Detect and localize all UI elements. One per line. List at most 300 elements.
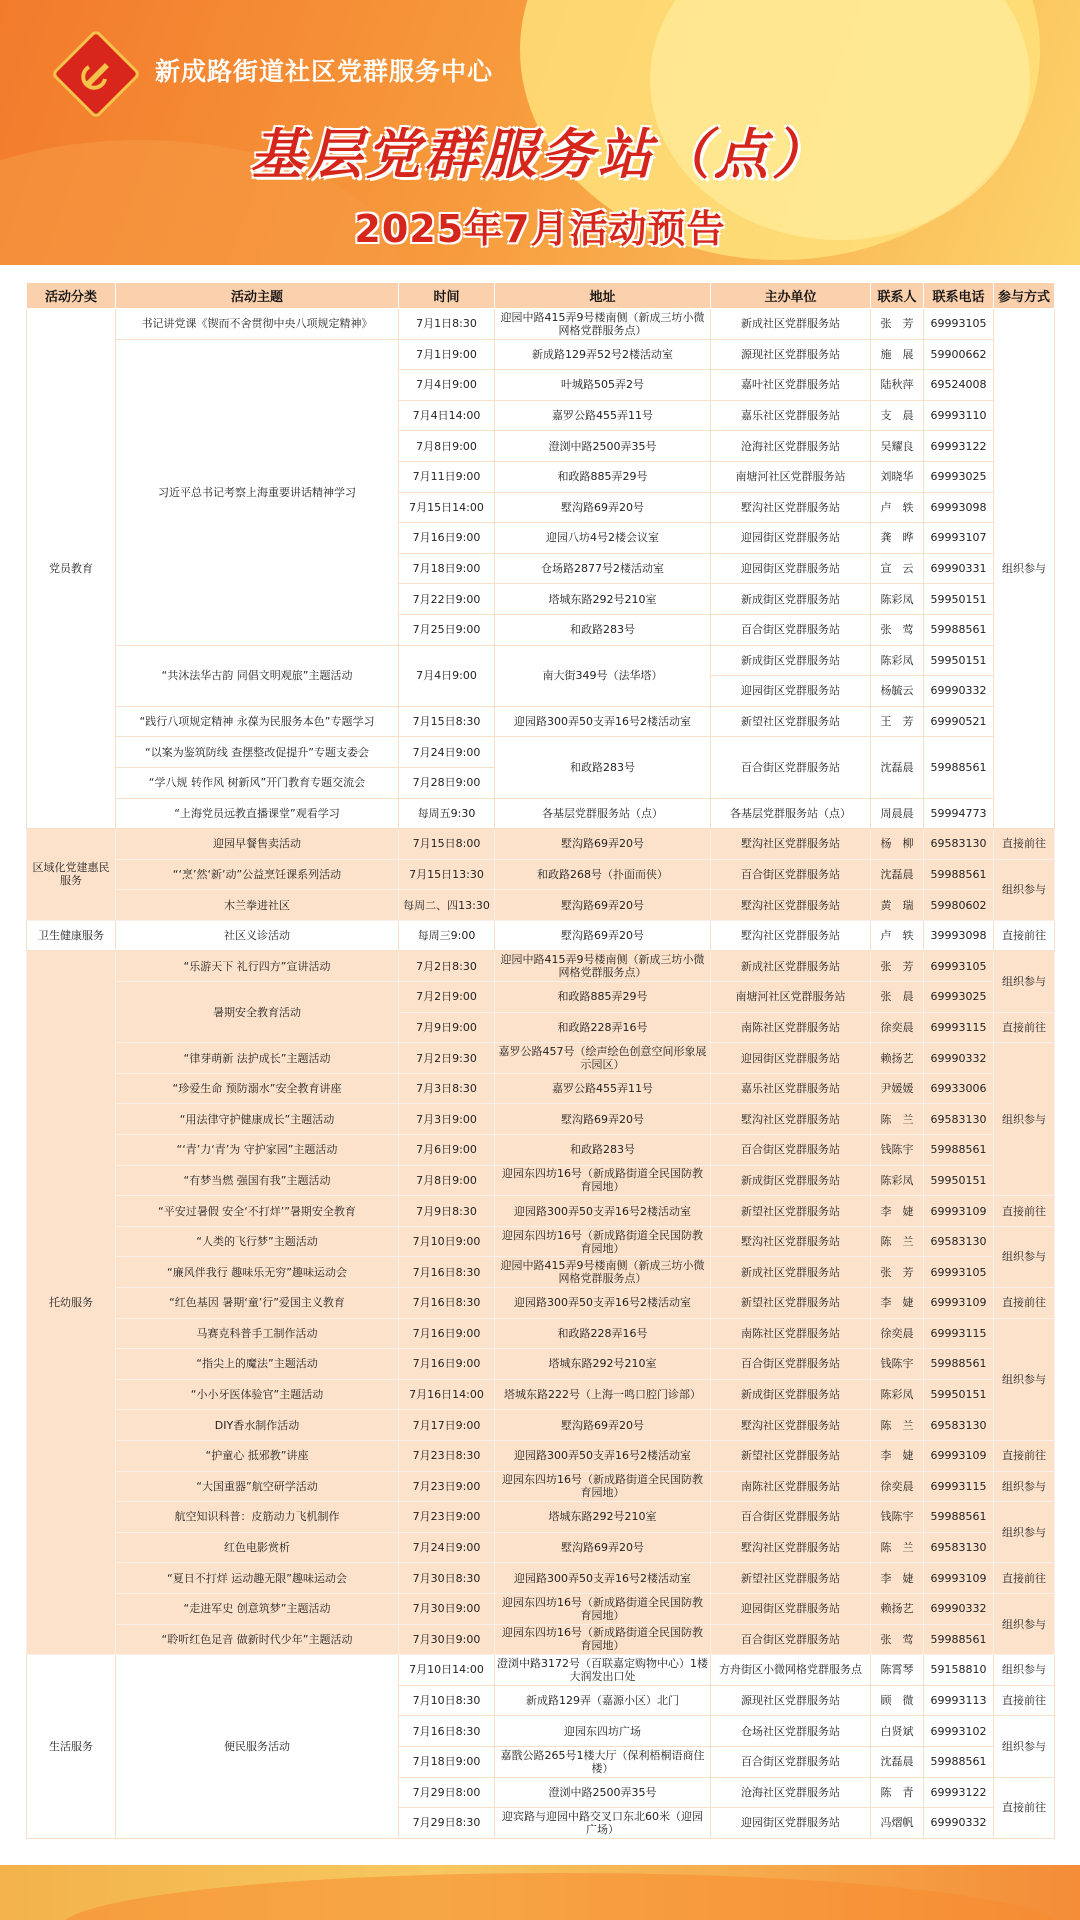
time-cell: 7月1日8:30	[399, 309, 495, 340]
time-cell: 7月3日9:00	[399, 1104, 495, 1135]
phone-cell: 69990332	[924, 676, 994, 707]
contact-cell: 陈彩凤	[871, 1165, 924, 1196]
address-cell: 和政路283号	[495, 1135, 711, 1166]
address-cell: 墅沟路69弄20号	[495, 492, 711, 523]
contact-cell: 钱陈宇	[871, 1135, 924, 1166]
theme-cell: “指尖上的魔法”主题活动	[116, 1349, 399, 1380]
time-cell: 7月10日8:30	[399, 1685, 495, 1716]
address-cell: 墅沟路69弄20号	[495, 1104, 711, 1135]
contact-cell: 陈 兰	[871, 1532, 924, 1563]
address-cell: 墅沟路69弄20号	[495, 1410, 711, 1441]
contact-cell: 钱陈宇	[871, 1349, 924, 1380]
time-cell: 7月6日9:00	[399, 1135, 495, 1166]
contact-cell: 张 莺	[871, 1624, 924, 1655]
table-row	[27, 829, 1055, 860]
address-cell: 和政路228弄16号	[495, 1012, 711, 1043]
phone-cell: 39993098	[924, 920, 994, 951]
organizer-cell: 墅沟社区党群服务站	[711, 829, 871, 860]
method-cell: 组织参与	[994, 309, 1055, 829]
phone-cell: 59988561	[924, 614, 994, 645]
table-row	[27, 1073, 1055, 1104]
category-cell: 区域化党建惠民服务	[27, 829, 116, 921]
col-header: 联系电话	[924, 283, 994, 309]
address-cell: 迎园东四坊16号（新成路街道全民国防教育园地）	[495, 1165, 711, 1196]
contact-cell: 陈 兰	[871, 1226, 924, 1257]
time-cell: 每周三9:00	[399, 920, 495, 951]
phone-cell: 59950151	[924, 1379, 994, 1410]
address-cell: 迎园东四坊16号（新成路街道全民国防教育园地）	[495, 1593, 711, 1624]
organizer-cell: 百合街区党群服务站	[711, 859, 871, 890]
table-row	[27, 1471, 1055, 1502]
organizer-cell: 百合街区党群服务站	[711, 1135, 871, 1166]
phone-cell: 59950151	[924, 584, 994, 615]
table-row	[27, 1502, 1055, 1533]
phone-cell: 69993109	[924, 1196, 994, 1227]
time-cell: 7月16日14:00	[399, 1379, 495, 1410]
address-cell: 澄浏中路2500弄35号	[495, 431, 711, 462]
theme-cell: “珍爱生命 预防溺水”安全教育讲座	[116, 1073, 399, 1104]
method-cell: 直接前往	[994, 1777, 1055, 1838]
address-cell: 迎宾路与迎园中路交叉口东北60米（迎园广场）	[495, 1808, 711, 1839]
method-cell: 直接前往	[994, 920, 1055, 951]
time-cell: 7月2日8:30	[399, 951, 495, 982]
decor-blob	[60, 1873, 1060, 1920]
table-group	[27, 951, 1055, 1655]
method-cell: 直接前往	[994, 829, 1055, 860]
time-cell: 7月15日14:00	[399, 492, 495, 523]
table-row	[27, 798, 1055, 829]
phone-cell: 69993025	[924, 982, 994, 1013]
time-cell: 7月29日8:00	[399, 1777, 495, 1808]
time-cell: 7月18日9:00	[399, 1746, 495, 1777]
time-cell: 7月30日9:00	[399, 1624, 495, 1655]
theme-cell: “平安过暑假 安全‘不打烊’”暑期安全教育	[116, 1196, 399, 1227]
theme-cell: “人类的飞行梦”主题活动	[116, 1226, 399, 1257]
theme-cell: “大国重器”航空研学活动	[116, 1471, 399, 1502]
contact-cell: 李 婕	[871, 1196, 924, 1227]
address-cell: 迎园路300弄50支弄16号2楼活动室	[495, 706, 711, 737]
address-cell: 迎园八坊4号2楼会议室	[495, 523, 711, 554]
contact-cell: 尹媛媛	[871, 1073, 924, 1104]
address-cell: 墅沟路69弄20号	[495, 1532, 711, 1563]
organizer-cell: 迎园街区党群服务站	[711, 553, 871, 584]
table-row	[27, 982, 1055, 1013]
contact-cell: 李 婕	[871, 1288, 924, 1319]
phone-cell: 69993102	[924, 1716, 994, 1747]
time-cell: 每周二、四13:30	[399, 890, 495, 921]
theme-cell: “聆听红色足音 做新时代少年”主题活动	[116, 1624, 399, 1655]
phone-cell: 59950151	[924, 1165, 994, 1196]
contact-cell: 顾 微	[871, 1685, 924, 1716]
address-cell: 和政路283号	[495, 737, 711, 798]
address-cell: 新成路129弄（嘉源小区）北门	[495, 1685, 711, 1716]
theme-cell: 社区义诊活动	[116, 920, 399, 951]
theme-cell: 航空知识科普：皮筋动力飞机制作	[116, 1502, 399, 1533]
method-cell: 组织参与	[994, 1593, 1055, 1654]
organizer-cell: 新望社区党群服务站	[711, 1288, 871, 1319]
time-cell: 7月8日9:00	[399, 1165, 495, 1196]
method-cell: 直接前往	[994, 1288, 1055, 1319]
organizer-cell: 新望社区党群服务站	[711, 1440, 871, 1471]
address-cell: 迎园中路415弄9号楼南侧（新成三坊小微网格党群服务点）	[495, 1257, 711, 1288]
phone-cell: 69993122	[924, 431, 994, 462]
address-cell: 南大街349号（法华塔）	[495, 645, 711, 706]
address-cell: 塔城东路292号210室	[495, 1349, 711, 1380]
address-cell: 各基层党群服务站（点）	[495, 798, 711, 829]
theme-cell: “上海党员远教直播课堂”观看学习	[116, 798, 399, 829]
table-row	[27, 1196, 1055, 1227]
table-row	[27, 859, 1055, 890]
phone-cell: 69583130	[924, 1104, 994, 1135]
phone-cell: 69990521	[924, 706, 994, 737]
address-cell: 迎园路300弄50支弄16号2楼活动室	[495, 1563, 711, 1594]
table-row	[27, 890, 1055, 921]
theme-cell: “践行八项规定精神 永葆为民服务本色”专题学习	[116, 706, 399, 737]
organizer-cell: 南塘河社区党群服务站	[711, 982, 871, 1013]
theme-cell: “夏日不打烊 运动趣无限”趣味运动会	[116, 1563, 399, 1594]
theme-cell: “学八规 转作风 树新风”开门教育专题交流会	[116, 767, 399, 798]
organizer-cell: 百合街区党群服务站	[711, 614, 871, 645]
method-cell: 组织参与	[994, 1043, 1055, 1196]
organizer-cell: 各基层党群服务站（点）	[711, 798, 871, 829]
phone-cell: 69993025	[924, 461, 994, 492]
contact-cell: 周晨晨	[871, 798, 924, 829]
col-header: 时间	[399, 283, 495, 309]
contact-cell: 卢 轶	[871, 920, 924, 951]
phone-cell: 69583130	[924, 1410, 994, 1441]
time-cell: 7月10日14:00	[399, 1655, 495, 1686]
party-emblem-icon	[51, 29, 142, 120]
phone-cell: 69583130	[924, 1226, 994, 1257]
col-header: 联系人	[871, 283, 924, 309]
phone-cell: 69993115	[924, 1471, 994, 1502]
contact-cell: 陈 青	[871, 1777, 924, 1808]
time-cell: 每周五9:30	[399, 798, 495, 829]
contact-cell: 赖扬艺	[871, 1043, 924, 1074]
phone-cell: 69993109	[924, 1563, 994, 1594]
organizer-cell: 新成社区党群服务站	[711, 1257, 871, 1288]
phone-cell: 69993115	[924, 1318, 994, 1349]
contact-cell: 白贤斌	[871, 1716, 924, 1747]
organizer-cell: 源现社区党群服务站	[711, 1685, 871, 1716]
contact-cell: 沈磊晨	[871, 737, 924, 798]
phone-cell: 59158810	[924, 1655, 994, 1686]
organizer-cell: 墅沟社区党群服务站	[711, 890, 871, 921]
time-cell: 7月22日9:00	[399, 584, 495, 615]
page-title: 基层党群服务站（点）	[250, 122, 830, 186]
address-cell: 和政路885弄29号	[495, 461, 711, 492]
contact-cell: 王 芳	[871, 706, 924, 737]
theme-cell: DIY香水制作活动	[116, 1410, 399, 1441]
address-cell: 迎园东四坊16号（新成路街道全民国防教育园地）	[495, 1624, 711, 1655]
category-cell: 托幼服务	[27, 951, 116, 1655]
phone-cell: 59988561	[924, 859, 994, 890]
table-row	[27, 1288, 1055, 1319]
method-cell: 组织参与	[994, 1502, 1055, 1563]
phone-cell: 69990332	[924, 1593, 994, 1624]
address-cell: 和政路283号	[495, 614, 711, 645]
table-row	[27, 1440, 1055, 1471]
phone-cell: 69993109	[924, 1440, 994, 1471]
theme-cell: “小小牙医体验官”主题活动	[116, 1379, 399, 1410]
organizer-cell: 新成街区党群服务站	[711, 1165, 871, 1196]
address-cell: 迎园东四坊16号（新成路街道全民国防教育园地）	[495, 1471, 711, 1502]
category-cell: 生活服务	[27, 1655, 116, 1839]
phone-cell: 59988561	[924, 737, 994, 798]
contact-cell: 张 芳	[871, 1257, 924, 1288]
theme-cell: “红色基因 暑期‘童’行”爱国主义教育	[116, 1288, 399, 1319]
address-cell: 迎园路300弄50支弄16号2楼活动室	[495, 1440, 711, 1471]
theme-cell: “护童心 抵邪教”讲座	[116, 1440, 399, 1471]
contact-cell: 李 婕	[871, 1563, 924, 1594]
address-cell: 和政路228弄16号	[495, 1318, 711, 1349]
organizer-cell: 墅沟社区党群服务站	[711, 492, 871, 523]
time-cell: 7月15日8:30	[399, 706, 495, 737]
contact-cell: 张 芳	[871, 951, 924, 982]
theme-cell: 红色电影赏析	[116, 1532, 399, 1563]
time-cell: 7月30日9:00	[399, 1593, 495, 1624]
method-cell: 直接前往	[994, 1685, 1055, 1716]
col-header: 活动分类	[27, 283, 116, 309]
theme-cell: “用法律守护健康成长”主题活动	[116, 1104, 399, 1135]
theme-cell: 木兰拳进社区	[116, 890, 399, 921]
contact-cell: 冯熠帆	[871, 1808, 924, 1839]
time-cell: 7月30日8:30	[399, 1563, 495, 1594]
organizer-cell: 沧海社区党群服务站	[711, 431, 871, 462]
header-banner	[0, 0, 1080, 265]
contact-cell: 卢 轶	[871, 492, 924, 523]
phone-cell: 59980602	[924, 890, 994, 921]
time-cell: 7月17日9:00	[399, 1410, 495, 1441]
time-cell: 7月2日9:30	[399, 1043, 495, 1074]
contact-cell: 赖扬艺	[871, 1593, 924, 1624]
organizer-cell: 墅沟社区党群服务站	[711, 920, 871, 951]
table-row	[27, 1410, 1055, 1441]
time-cell: 7月1日9:00	[399, 339, 495, 370]
contact-cell: 刘晓华	[871, 461, 924, 492]
organizer-cell: 新成社区党群服务站	[711, 951, 871, 982]
organizer-cell: 新成街区党群服务站	[711, 645, 871, 676]
theme-cell: “‘烹’然‘新’动”公益烹饪课系列活动	[116, 859, 399, 890]
table-row	[27, 1226, 1055, 1257]
organizer-cell: 新望社区党群服务站	[711, 1563, 871, 1594]
table-row	[27, 920, 1055, 951]
contact-cell: 陈彩凤	[871, 584, 924, 615]
phone-cell: 69524008	[924, 370, 994, 401]
organizer-cell: 方舟街区小微网格党群服务点	[711, 1655, 871, 1686]
time-cell: 7月2日9:00	[399, 982, 495, 1013]
col-header: 地址	[495, 283, 711, 309]
contact-cell: 陈 兰	[871, 1104, 924, 1135]
contact-cell: 宣 云	[871, 553, 924, 584]
schedule-area	[0, 265, 1080, 1865]
time-cell: 7月16日8:30	[399, 1288, 495, 1319]
time-cell: 7月15日8:00	[399, 829, 495, 860]
method-cell: 直接前往	[994, 1012, 1055, 1043]
address-cell: 迎园路300弄50支弄16号2楼活动室	[495, 1196, 711, 1227]
method-cell: 组织参与	[994, 1318, 1055, 1440]
contact-cell: 陈彩凤	[871, 645, 924, 676]
table-row	[27, 1593, 1055, 1624]
organizer-cell: 仓场社区党群服务站	[711, 1716, 871, 1747]
time-cell: 7月24日9:00	[399, 1532, 495, 1563]
phone-cell: 69993107	[924, 523, 994, 554]
contact-cell: 张 芳	[871, 309, 924, 340]
time-cell: 7月15日13:30	[399, 859, 495, 890]
method-cell: 直接前往	[994, 1440, 1055, 1471]
phone-cell: 69990331	[924, 553, 994, 584]
contact-cell: 杨毓云	[871, 676, 924, 707]
address-cell: 嘉罗公路457号（绘声绘色创意空间形象展示园区）	[495, 1043, 711, 1074]
method-cell: 组织参与	[994, 1471, 1055, 1502]
table-group	[27, 829, 1055, 921]
col-header: 活动主题	[116, 283, 399, 309]
address-cell: 迎园路300弄50支弄16号2楼活动室	[495, 1288, 711, 1319]
organizer-cell: 嘉乐社区党群服务站	[711, 1073, 871, 1104]
phone-cell: 69583130	[924, 1532, 994, 1563]
time-cell: 7月23日9:00	[399, 1502, 495, 1533]
organizer-cell: 迎园街区党群服务站	[711, 1808, 871, 1839]
contact-cell: 陈彩凤	[871, 1379, 924, 1410]
organizer-cell: 迎园街区党群服务站	[711, 676, 871, 707]
time-cell: 7月24日9:00	[399, 737, 495, 768]
address-cell: 迎园中路415弄9号楼南侧（新成三坊小微网格党群服务点）	[495, 309, 711, 340]
contact-cell: 陆秋萍	[871, 370, 924, 401]
contact-cell: 李 婕	[871, 1440, 924, 1471]
contact-cell: 沈磊晨	[871, 1746, 924, 1777]
phone-cell: 69583130	[924, 829, 994, 860]
organizer-cell: 新成社区党群服务站	[711, 309, 871, 340]
address-cell: 和政路885弄29号	[495, 982, 711, 1013]
table-row	[27, 1104, 1055, 1135]
contact-cell: 张 晨	[871, 982, 924, 1013]
table-row	[27, 1624, 1055, 1655]
phone-cell: 59988561	[924, 1135, 994, 1166]
organizer-cell: 南陈社区党群服务站	[711, 1318, 871, 1349]
theme-cell: 迎园早餐售卖活动	[116, 829, 399, 860]
phone-cell: 59994773	[924, 798, 994, 829]
time-cell: 7月16日8:30	[399, 1257, 495, 1288]
organizer-cell: 迎园街区党群服务站	[711, 1593, 871, 1624]
contact-cell: 龚 晔	[871, 523, 924, 554]
theme-cell: 习近平总书记考察上海重要讲话精神学习	[116, 339, 399, 645]
organizer-cell: 百合街区党群服务站	[711, 1624, 871, 1655]
category-cell: 党员教育	[27, 309, 116, 829]
contact-cell: 吴耀良	[871, 431, 924, 462]
contact-cell: 黄 瑞	[871, 890, 924, 921]
time-cell: 7月11日9:00	[399, 461, 495, 492]
organizer-cell: 南陈社区党群服务站	[711, 1471, 871, 1502]
organizer-cell: 墅沟社区党群服务站	[711, 1226, 871, 1257]
theme-cell: “乐游天下 礼行四方”宣讲活动	[116, 951, 399, 982]
contact-cell: 支 晨	[871, 400, 924, 431]
method-cell: 直接前往	[994, 1563, 1055, 1594]
organizer-cell: 墅沟社区党群服务站	[711, 1532, 871, 1563]
theme-cell: “廉风伴我行 趣味乐无穷”趣味运动会	[116, 1257, 399, 1288]
address-cell: 新成路129弄52号2楼活动室	[495, 339, 711, 370]
contact-cell: 徐奕晨	[871, 1012, 924, 1043]
time-cell: 7月23日9:00	[399, 1471, 495, 1502]
page-subtitle: 2025年7月活动预告	[354, 207, 726, 251]
theme-cell: 便民服务活动	[116, 1655, 399, 1839]
theme-cell: “以案为鉴筑防线 查摆整改促提升”专题支委会	[116, 737, 399, 768]
table-row	[27, 1349, 1055, 1380]
contact-cell: 钱陈宇	[871, 1502, 924, 1533]
address-cell: 迎园中路415弄9号楼南侧（新成三坊小微网格党群服务点）	[495, 951, 711, 982]
organizer-cell: 新望社区党群服务站	[711, 706, 871, 737]
time-cell: 7月18日9:00	[399, 553, 495, 584]
phone-cell: 69993109	[924, 1288, 994, 1319]
phone-cell: 69993115	[924, 1012, 994, 1043]
phone-cell: 59988561	[924, 1502, 994, 1533]
time-cell: 7月3日8:30	[399, 1073, 495, 1104]
organizer-cell: 新成街区党群服务站	[711, 584, 871, 615]
table-row	[27, 1165, 1055, 1196]
category-cell: 卫生健康服务	[27, 920, 116, 951]
address-cell: 墅沟路69弄20号	[495, 829, 711, 860]
method-cell: 直接前往	[994, 1196, 1055, 1227]
organizer-cell: 墅沟社区党群服务站	[711, 1410, 871, 1441]
contact-cell: 陈 兰	[871, 1410, 924, 1441]
address-cell: 塔城东路292号210室	[495, 1502, 711, 1533]
address-cell: 叶城路505弄2号	[495, 370, 711, 401]
col-header: 参与方式	[994, 283, 1055, 309]
table-row	[27, 737, 1055, 768]
organization-name: 新成路街道社区党群服务中心	[155, 57, 494, 86]
theme-cell: 暑期安全教育活动	[116, 982, 399, 1043]
time-cell: 7月4日9:00	[399, 645, 495, 706]
address-cell: 嘉罗公路455弄11号	[495, 1073, 711, 1104]
theme-cell: “共沐法华古韵 同倡文明观旅”主题活动	[116, 645, 399, 706]
address-cell: 嘉戬公路265号1楼大厅（保利梧桐语商住楼）	[495, 1746, 711, 1777]
phone-cell: 69993105	[924, 1257, 994, 1288]
phone-cell: 69993098	[924, 492, 994, 523]
table-row	[27, 309, 1055, 340]
time-cell: 7月16日9:00	[399, 1318, 495, 1349]
address-cell: 仓场路2877号2楼活动室	[495, 553, 711, 584]
organizer-cell: 百合街区党群服务站	[711, 1502, 871, 1533]
organizer-cell: 沧海社区党群服务站	[711, 1777, 871, 1808]
organizer-cell: 源现社区党群服务站	[711, 339, 871, 370]
table-row	[27, 1043, 1055, 1074]
time-cell: 7月16日9:00	[399, 523, 495, 554]
organizer-cell: 嘉叶社区党群服务站	[711, 370, 871, 401]
table-row	[27, 339, 1055, 370]
contact-cell: 杨 柳	[871, 829, 924, 860]
address-cell: 和政路268号（扑面而侠）	[495, 859, 711, 890]
table-row	[27, 706, 1055, 737]
table-group	[27, 309, 1055, 829]
activity-table	[26, 282, 1055, 1839]
time-cell: 7月16日9:00	[399, 1349, 495, 1380]
table-group	[27, 920, 1055, 951]
phone-cell: 59988561	[924, 1624, 994, 1655]
phone-cell: 69993110	[924, 400, 994, 431]
address-cell: 迎园东四坊广场	[495, 1716, 711, 1747]
contact-cell: 徐奕晨	[871, 1471, 924, 1502]
phone-cell: 69993105	[924, 951, 994, 982]
table-row	[27, 1257, 1055, 1288]
time-cell: 7月28日9:00	[399, 767, 495, 798]
phone-cell: 69990332	[924, 1043, 994, 1074]
phone-cell: 69993105	[924, 309, 994, 340]
address-cell: 澄浏中路3172号（百联嘉定购物中心）1楼大润发出口处	[495, 1655, 711, 1686]
col-header: 主办单位	[711, 283, 871, 309]
address-cell: 墅沟路69弄20号	[495, 890, 711, 921]
method-cell: 组织参与	[994, 859, 1055, 920]
phone-cell: 69933006	[924, 1073, 994, 1104]
organizer-cell: 百合街区党群服务站	[711, 1746, 871, 1777]
